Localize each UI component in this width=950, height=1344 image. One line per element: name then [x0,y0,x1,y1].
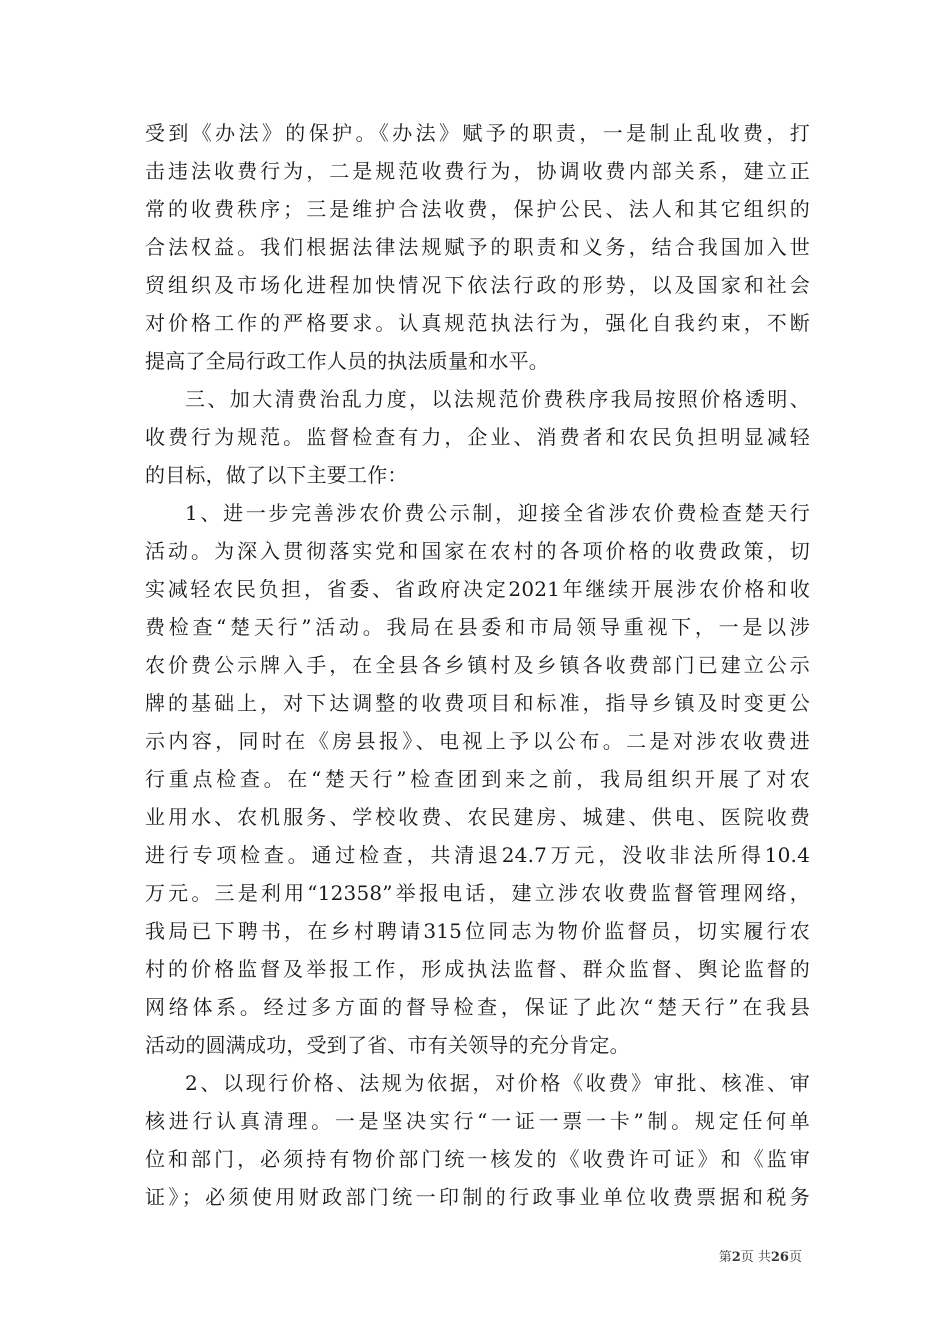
text-line: 示内容，同时在《房县报》、电视上予以公布。二是对涉农收费进 [145,729,810,753]
text-line: 位和部门，必须持有物价部门统一核发的《收费许可证》和《监审 [145,1147,810,1171]
item-heading-line: 1、进一步完善涉农价费公示制，迎接全省涉农价费检查楚天行 [185,501,810,525]
item-heading-line: 2、以现行价格、法规为依据，对价格《收费》审批、核准、审 [185,1071,810,1095]
text-line: 行重点检查。在“楚天行”检查团到来之前，我局组织开展了对农 [145,767,810,791]
section-heading-line: 三、加大清费治乱力度，以法规范价费秩序我局按照价格透明、 [185,387,810,411]
text-line: 万元。三是利用“12358”举报电话，建立涉农收费监督管理网络， [145,881,810,905]
text-line: 受到《办法》的保护。《办法》赋予的职责，一是制止乱收费，打 [145,121,810,145]
current-page-number: 2 [731,1250,741,1265]
text-line: 提高了全局行政工作人员的执法质量和水平。 [145,349,549,373]
text-line: 进行专项检查。通过检查，共清退24.7万元，没收非法所得10.4 [145,843,810,867]
text-line: 核进行认真清理。一是坚决实行“一证一票一卡”制。规定任何单 [145,1109,810,1133]
text-line: 费检查“楚天行”活动。我局在县委和市局领导重视下，一是以涉 [145,615,810,639]
page-footer-suffix: 页 [788,1250,802,1265]
text-line: 实减轻农民负担，省委、省政府决定2021年继续开展涉农价格和收 [145,577,810,601]
text-line: 我局已下聘书，在乡村聘请315位同志为物价监督员，切实履行农 [145,919,810,943]
text-line: 农价费公示牌入手，在全县各乡镇村及乡镇各收费部门已建立公示 [145,653,810,677]
text-line: 对价格工作的严格要求。认真规范执法行为，强化自我约束，不断 [145,311,810,335]
page-number-footer [719,1246,802,1265]
total-page-count: 26 [770,1250,789,1265]
page-footer-middle: 页 共 [740,1250,771,1265]
page-footer-prefix: 第 [718,1250,732,1265]
text-line: 证》；必须使用财政部门统一印制的行政事业单位收费票据和税务 [145,1185,810,1209]
text-line: 活动的圆满成功，受到了省、市有关领导的充分肯定。 [145,1033,630,1057]
text-line: 常的收费秩序；三是维护合法收费，保护公民、法人和其它组织的 [145,197,810,221]
text-line: 击违法收费行为，二是规范收费行为，协调收费内部关系，建立正 [145,159,810,183]
text-line: 活动。为深入贯彻落实党和国家在农村的各项价格的收费政策，切 [145,539,810,563]
text-line: 网络体系。经过多方面的督导检查，保证了此次“楚天行”在我县 [145,995,810,1019]
text-line: 村的价格监督及举报工作，形成执法监督、群众监督、舆论监督的 [145,957,810,981]
text-line: 贸组织及市场化进程加快情况下依法行政的形势，以及国家和社会 [145,273,810,297]
text-line: 合法权益。我们根据法律法规赋予的职责和义务，结合我国加入世 [145,235,810,259]
text-line: 业用水、农机服务、学校收费、农民建房、城建、供电、医院收费 [145,805,810,829]
text-line: 的目标，做了以下主要工作： [145,463,408,487]
document-body [145,114,810,1216]
text-line: 收费行为规范。监督检查有力，企业、消费者和农民负担明显减轻 [145,425,810,449]
text-line: 牌的基础上，对下达调整的收费项目和标准，指导乡镇及时变更公 [145,691,810,715]
